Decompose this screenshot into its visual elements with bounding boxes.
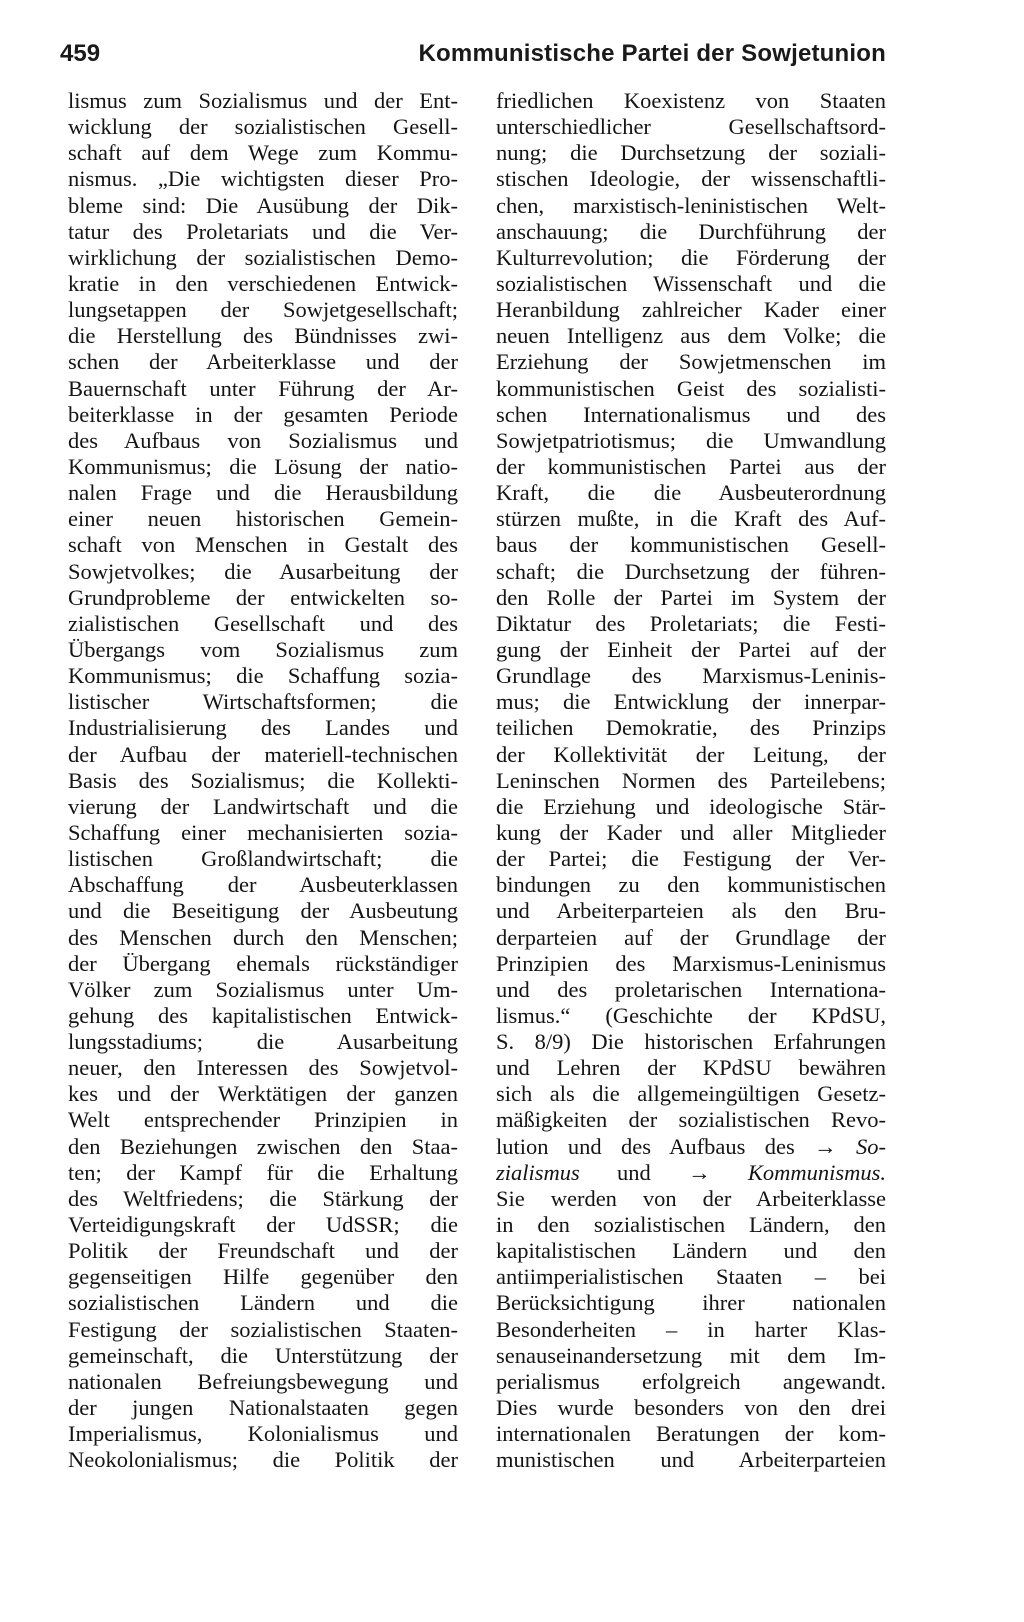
text-line: nismus. „Die wichtigsten dieser Pro- bbox=[68, 166, 458, 192]
text-line: schaft auf dem Wege zum Kommu- bbox=[68, 140, 458, 166]
text-line: der kommunistischen Partei aus der bbox=[496, 453, 886, 479]
text-line: schaft; die Durchsetzung der führen- bbox=[496, 558, 886, 584]
text-line: Abschaffung der Ausbeuterklassen bbox=[68, 872, 458, 898]
text-line: wicklung der sozialistischen Gesell- bbox=[68, 114, 458, 140]
text-line: gemeinschaft, die Unterstützung der bbox=[68, 1342, 458, 1368]
text-line: senauseinandersetzung mit dem Im- bbox=[496, 1342, 886, 1368]
text-line: Prinzipien des Marxismus-Leninismus bbox=[496, 950, 886, 976]
text-line: Verteidigungskraft der UdSSR; die bbox=[68, 1212, 458, 1238]
text-line: beiterklasse in der gesamten Periode bbox=[68, 401, 458, 427]
text-line: teilichen Demokratie, des Prinzips bbox=[496, 715, 886, 741]
text-line: Übergangs vom Sozialismus zum bbox=[68, 636, 458, 662]
cross-reference: zialismus bbox=[496, 1159, 580, 1185]
text-line: bindungen zu den kommunistischen bbox=[496, 872, 886, 898]
text-line: Kommunismus; die Schaffung sozia- bbox=[68, 663, 458, 689]
text-line: Neokolonialismus; die Politik der bbox=[68, 1447, 458, 1473]
text-line: Imperialismus, Kolonialismus und bbox=[68, 1421, 458, 1447]
right-text-column bbox=[496, 88, 886, 1473]
text-line: Welt entsprechender Prinzipien in bbox=[68, 1107, 458, 1133]
text-line: unterschiedlicher Gesellschaftsord- bbox=[496, 114, 886, 140]
text-line: Politik der Freundschaft und der bbox=[68, 1238, 458, 1264]
text-line: Kulturrevolution; die Förderung der bbox=[496, 244, 886, 270]
text-line: neuer, den Interessen des Sowjetvol- bbox=[68, 1055, 458, 1081]
text-line: lismus zum Sozialismus und der Ent- bbox=[68, 88, 458, 113]
text-line: Leninschen Normen des Parteilebens; bbox=[496, 767, 886, 793]
text-line: antiimperialistischen Staaten – bei bbox=[496, 1264, 886, 1290]
text-line: der jungen Nationalstaaten gegen bbox=[68, 1395, 458, 1421]
text-line: nationalen Befreiungsbewegung und bbox=[68, 1368, 458, 1394]
text-line: kes und der Werktätigen der ganzen bbox=[68, 1081, 458, 1107]
text-line: sozialistischen Ländern und die bbox=[68, 1290, 458, 1316]
text-line: Festigung der sozialistischen Staaten- bbox=[68, 1316, 458, 1342]
text-line: und Lehren der KPdSU bewähren bbox=[496, 1055, 886, 1081]
text-line: Kommunismus; die Lösung der natio- bbox=[68, 453, 458, 479]
text-line: Schaffung einer mechanisierten sozia- bbox=[68, 819, 458, 845]
text-line: zialistischen Gesellschaft und des bbox=[68, 610, 458, 636]
text-line: und Arbeiterparteien als den Bru- bbox=[496, 898, 886, 924]
text-line: kratie in den verschiedenen Entwick- bbox=[68, 270, 458, 296]
text-line: und die Beseitigung der Ausbeutung bbox=[68, 898, 458, 924]
text-line: lismus.“ (Geschichte der KPdSU, bbox=[496, 1002, 886, 1028]
text-line: kommunistischen Geist des sozialisti- bbox=[496, 375, 886, 401]
text-line: Grundlage des Marxismus-Leninis- bbox=[496, 663, 886, 689]
text-line: lution und des Aufbaus des → So- bbox=[496, 1133, 886, 1159]
text-line: mus; die Entwicklung der innerpar- bbox=[496, 689, 886, 715]
text-line: bleme sind: Die Ausübung der Dik- bbox=[68, 192, 458, 218]
text-line: der Kollektivität der Leitung, der bbox=[496, 741, 886, 767]
text-line: stürzen mußte, in die Kraft des Auf- bbox=[496, 506, 886, 532]
text-line: gung der Einheit der Partei auf der bbox=[496, 636, 886, 662]
text-line: und des proletarischen Internationa- bbox=[496, 976, 886, 1002]
text-line: Völker zum Sozialismus unter Um- bbox=[68, 976, 458, 1002]
text-line: nalen Frage und die Herausbildung bbox=[68, 480, 458, 506]
running-title: Kommunistische Partei der Sowjetunion bbox=[418, 40, 886, 67]
text-line: Diktatur des Proletariats; die Festi- bbox=[496, 610, 886, 636]
text-line: lungsetappen der Sowjetgesellschaft; bbox=[68, 297, 458, 323]
text-line: Sie werden von der Arbeiterklasse bbox=[496, 1185, 886, 1211]
text-line: schaft von Menschen in Gestalt des bbox=[68, 532, 458, 558]
text-line: sich als die allgemeingültigen Gesetz- bbox=[496, 1081, 886, 1107]
text-line: listischer Wirtschaftsformen; die bbox=[68, 689, 458, 715]
text-line: S. 8/9) Die historischen Erfahrungen bbox=[496, 1029, 886, 1055]
text-line: stischen Ideologie, der wissenschaftli- bbox=[496, 166, 886, 192]
text-line: Bauernschaft unter Führung der Ar- bbox=[68, 375, 458, 401]
text-line: sozialistischen Wissenschaft und die bbox=[496, 270, 886, 296]
text-line: Basis des Sozialismus; die Kollekti- bbox=[68, 767, 458, 793]
text-line: perialismus erfolgreich angewandt. bbox=[496, 1368, 886, 1394]
page-number: 459 bbox=[60, 40, 101, 67]
text-line: die Erziehung und ideologische Stär- bbox=[496, 793, 886, 819]
text-line: vierung der Landwirtschaft und die bbox=[68, 793, 458, 819]
text-line: den Beziehungen zwischen den Staa- bbox=[68, 1133, 458, 1159]
text-line: kapitalistischen Ländern und den bbox=[496, 1238, 886, 1264]
text-line: chen, marxistisch-leninistischen Welt- bbox=[496, 192, 886, 218]
text-line: gegenseitigen Hilfe gegenüber den bbox=[68, 1264, 458, 1290]
text-line: zialismus und → Kommunismus. bbox=[496, 1159, 886, 1185]
text-line: friedlichen Koexistenz von Staaten bbox=[496, 88, 886, 113]
text-line: mäßigkeiten der sozialistischen Revo- bbox=[496, 1107, 886, 1133]
text-line: Dies wurde besonders von den drei bbox=[496, 1395, 886, 1421]
cross-reference: Kommunismus. bbox=[747, 1159, 886, 1185]
text-line: die Herstellung des Bündnisses zwi- bbox=[68, 323, 458, 349]
text-line: Sowjetvolkes; die Ausarbeitung der bbox=[68, 558, 458, 584]
text-line: Heranbildung zahlreicher Kader einer bbox=[496, 297, 886, 323]
text-line: nung; die Durchsetzung der soziali- bbox=[496, 140, 886, 166]
text-line: Erziehung der Sowjetmenschen im bbox=[496, 349, 886, 375]
text-line: der Übergang ehemals rückständiger bbox=[68, 950, 458, 976]
left-text-column bbox=[68, 88, 458, 1473]
text-line: gehung des kapitalistischen Entwick- bbox=[68, 1002, 458, 1028]
text-line: schen der Arbeiterklasse und der bbox=[68, 349, 458, 375]
text-line: Besonderheiten – in harter Klas- bbox=[496, 1316, 886, 1342]
text-line: schen Internationalismus und des bbox=[496, 401, 886, 427]
text-line: munistischen und Arbeiterparteien bbox=[496, 1447, 886, 1473]
text-line: ten; der Kampf für die Erhaltung bbox=[68, 1159, 458, 1185]
text-line: kung der Kader und aller Mitglieder bbox=[496, 819, 886, 845]
cross-reference: So- bbox=[856, 1133, 886, 1159]
text-line: Sowjetpatriotismus; die Umwandlung bbox=[496, 427, 886, 453]
text-line: einer neuen historischen Gemein- bbox=[68, 506, 458, 532]
text-line: derparteien auf der Grundlage der bbox=[496, 924, 886, 950]
text-line: des Menschen durch den Menschen; bbox=[68, 924, 458, 950]
page-header bbox=[60, 40, 886, 76]
text-line: der Partei; die Festigung der Ver- bbox=[496, 846, 886, 872]
text-line: lungsstadiums; die Ausarbeitung bbox=[68, 1029, 458, 1055]
text-line: anschauung; die Durchführung der bbox=[496, 218, 886, 244]
text-line: des Aufbaus von Sozialismus und bbox=[68, 427, 458, 453]
text-line: wirklichung der sozialistischen Demo- bbox=[68, 244, 458, 270]
text-line: Industrialisierung des Landes und bbox=[68, 715, 458, 741]
text-line: tatur des Proletariats und die Ver- bbox=[68, 218, 458, 244]
text-line: der Aufbau der materiell-technischen bbox=[68, 741, 458, 767]
text-line: Grundprobleme der entwickelten so- bbox=[68, 584, 458, 610]
text-line: listischen Großlandwirtschaft; die bbox=[68, 846, 458, 872]
text-line: in den sozialistischen Ländern, den bbox=[496, 1212, 886, 1238]
text-line: Berücksichtigung ihrer nationalen bbox=[496, 1290, 886, 1316]
text-line: internationalen Beratungen der kom- bbox=[496, 1421, 886, 1447]
text-line: Kraft, die die Ausbeuterordnung bbox=[496, 480, 886, 506]
text-line: des Weltfriedens; die Stärkung der bbox=[68, 1185, 458, 1211]
text-line: den Rolle der Partei im System der bbox=[496, 584, 886, 610]
text-line: baus der kommunistischen Gesell- bbox=[496, 532, 886, 558]
text-line: neuen Intelligenz aus dem Volke; die bbox=[496, 323, 886, 349]
